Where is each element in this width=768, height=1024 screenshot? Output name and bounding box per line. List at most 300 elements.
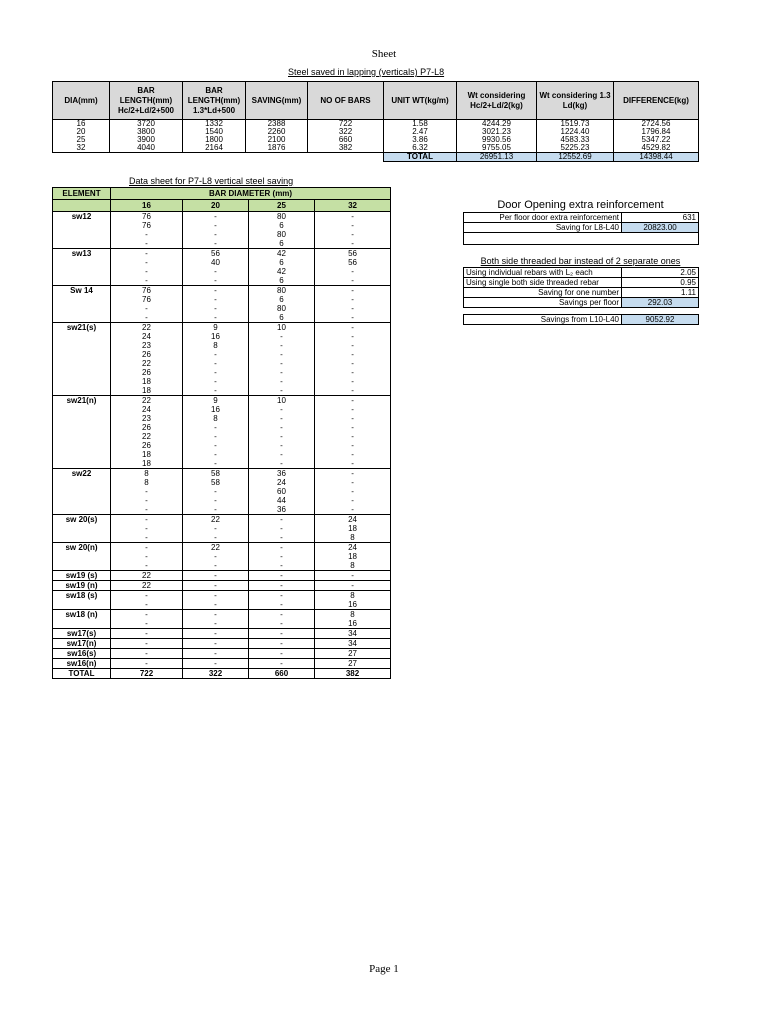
blank-cell: [464, 308, 622, 315]
value-cell: 34: [315, 629, 391, 639]
value-cell: 44: [249, 496, 315, 505]
value-cell: -: [315, 350, 391, 359]
summary-cell: 1876: [246, 144, 308, 153]
value-cell: -: [315, 441, 391, 450]
total-wt-2: 12552.69: [537, 153, 614, 162]
value-cell: -: [249, 423, 315, 432]
value-cell: -: [315, 423, 391, 432]
data-row: [53, 212, 391, 222]
data-total-20: 322: [183, 669, 249, 679]
value-cell: 23: [111, 341, 183, 350]
element-cell: sw 20(s): [53, 515, 111, 525]
data-row: [53, 286, 391, 296]
page-footer: Page 1: [369, 963, 399, 975]
value-cell: -: [315, 239, 391, 249]
summary-cell: 2.47: [384, 128, 457, 136]
value-cell: 8: [315, 561, 391, 571]
value-cell: -: [111, 552, 183, 561]
spacer-row: [464, 308, 699, 315]
data-row: [53, 304, 391, 313]
value-cell: 34: [315, 639, 391, 649]
element-cell: [53, 441, 111, 450]
value-cell: -: [249, 515, 315, 525]
value-cell: -: [111, 239, 183, 249]
value-cell: -: [183, 441, 249, 450]
value-cell: -: [315, 432, 391, 441]
value-cell: 22: [111, 396, 183, 406]
summary-cell: 1332: [183, 120, 246, 129]
total-difference: 14398.44: [614, 153, 699, 162]
data-row: [53, 258, 391, 267]
door-per-floor-row: [464, 213, 699, 223]
element-cell: sw18 (s): [53, 591, 111, 601]
data-row: [53, 515, 391, 525]
total-label: TOTAL: [384, 153, 457, 162]
value-cell: 18: [111, 377, 183, 386]
summary-cell: 2260: [246, 128, 308, 136]
value-cell: 18: [111, 450, 183, 459]
value-cell: 76: [111, 212, 183, 222]
data-row: [53, 386, 391, 396]
value-cell: -: [249, 386, 315, 396]
value-cell: -: [315, 313, 391, 323]
value-cell: -: [111, 619, 183, 629]
value-cell: 26: [111, 350, 183, 359]
blank-cell: [622, 308, 699, 315]
single-value: 0.95: [622, 278, 699, 288]
value-cell: -: [111, 639, 183, 649]
element-cell: [53, 359, 111, 368]
value-cell: -: [315, 230, 391, 239]
element-cell: [53, 423, 111, 432]
value-cell: 22: [111, 359, 183, 368]
value-cell: -: [315, 571, 391, 581]
value-cell: -: [249, 610, 315, 620]
element-cell: sw19 (s): [53, 571, 111, 581]
element-cell: [53, 561, 111, 571]
single-row: [464, 278, 699, 288]
value-cell: -: [249, 552, 315, 561]
summary-total-row: [53, 153, 699, 162]
value-cell: 26: [111, 423, 183, 432]
per-floor-value: 292.03: [622, 298, 699, 308]
diameter-row: [53, 200, 391, 212]
blank-cell: [308, 153, 384, 162]
value-cell: 22: [111, 571, 183, 581]
element-cell: [53, 350, 111, 359]
value-cell: -: [183, 432, 249, 441]
value-cell: 76: [111, 286, 183, 296]
summary-cell: 3720: [110, 120, 183, 129]
door-per-floor-label: Per floor door extra reinforcement: [464, 213, 622, 223]
value-cell: 76: [111, 221, 183, 230]
value-cell: 18: [111, 459, 183, 469]
value-cell: 16: [183, 332, 249, 341]
header-difference: DIFFERENCE(kg): [614, 82, 699, 120]
value-cell: 6: [249, 313, 315, 323]
summary-row: [53, 120, 699, 129]
value-cell: -: [249, 524, 315, 533]
data-total-label: TOTAL: [53, 669, 111, 679]
threaded-bar-title: Both side threaded bar instead of 2 separate ones: [480, 256, 681, 266]
data-sheet-table: [52, 187, 391, 679]
value-cell: -: [249, 600, 315, 610]
value-cell: -: [249, 629, 315, 639]
value-cell: -: [183, 450, 249, 459]
data-row: [53, 629, 391, 639]
data-row: [53, 359, 391, 368]
element-cell: [53, 313, 111, 323]
data-row: [53, 323, 391, 333]
data-row: [53, 496, 391, 505]
summary-cell: 322: [308, 128, 384, 136]
value-cell: -: [111, 313, 183, 323]
blank-cell: [622, 233, 699, 245]
element-cell: [53, 405, 111, 414]
summary-cell: 16: [53, 120, 110, 129]
element-cell: [53, 295, 111, 304]
value-cell: -: [111, 230, 183, 239]
value-cell: -: [183, 629, 249, 639]
summary-header-row: [53, 82, 699, 120]
data-row: [53, 505, 391, 515]
value-cell: -: [183, 423, 249, 432]
summary-cell: 2164: [183, 144, 246, 153]
value-cell: -: [249, 405, 315, 414]
door-opening-title: Door Opening extra reinforcement: [463, 199, 698, 213]
element-cell: [53, 619, 111, 629]
summary-cell: 382: [308, 144, 384, 153]
value-cell: 26: [111, 441, 183, 450]
value-cell: 40: [183, 258, 249, 267]
element-cell: [53, 459, 111, 469]
summary-cell: 1540: [183, 128, 246, 136]
value-cell: -: [315, 581, 391, 591]
value-cell: -: [249, 341, 315, 350]
value-cell: -: [315, 295, 391, 304]
header-bar-length-2: BAR LENGTH(mm) 1.3*Ld+500: [183, 82, 246, 120]
data-row: [53, 543, 391, 553]
value-cell: -: [315, 368, 391, 377]
value-cell: -: [315, 323, 391, 333]
value-cell: -: [183, 350, 249, 359]
value-cell: -: [111, 267, 183, 276]
value-cell: 18: [111, 386, 183, 396]
element-cell: [53, 239, 111, 249]
value-cell: -: [249, 659, 315, 669]
value-cell: -: [111, 543, 183, 553]
value-cell: -: [249, 377, 315, 386]
value-cell: 58: [183, 478, 249, 487]
header-wt-1: Wt considering Hc/2+Ld/2(kg): [457, 82, 537, 120]
value-cell: 27: [315, 659, 391, 669]
door-saving-row: [464, 223, 699, 233]
element-cell: [53, 368, 111, 377]
per-floor-label: Savings per floor: [464, 298, 622, 308]
value-cell: -: [315, 276, 391, 286]
element-cell: sw16(s): [53, 649, 111, 659]
value-cell: -: [111, 276, 183, 286]
value-cell: -: [183, 581, 249, 591]
data-total-25: 660: [249, 669, 315, 679]
value-cell: -: [183, 571, 249, 581]
value-cell: -: [183, 649, 249, 659]
value-cell: -: [249, 441, 315, 450]
element-cell: [53, 230, 111, 239]
element-cell: [53, 552, 111, 561]
data-total-row: [53, 669, 391, 679]
value-cell: -: [315, 505, 391, 515]
data-row: [53, 552, 391, 561]
summary-cell: 1796.84: [614, 128, 699, 136]
value-cell: 80: [249, 304, 315, 313]
summary-cell: 5225.23: [537, 144, 614, 153]
data-sheet-caption: Data sheet for P7-L8 vertical steel saving: [129, 176, 294, 186]
value-cell: 6: [249, 276, 315, 286]
value-cell: 16: [183, 405, 249, 414]
value-cell: -: [183, 459, 249, 469]
value-cell: -: [249, 649, 315, 659]
data-row: [53, 610, 391, 620]
blank-cell: [464, 233, 622, 245]
data-row: [53, 423, 391, 432]
data-row: [53, 524, 391, 533]
door-saving-label: Saving for L8-L40: [464, 223, 622, 233]
value-cell: 22: [183, 515, 249, 525]
value-cell: 9: [183, 323, 249, 333]
value-cell: -: [315, 496, 391, 505]
element-cell: [53, 524, 111, 533]
value-cell: -: [315, 478, 391, 487]
value-cell: -: [249, 639, 315, 649]
value-cell: 26: [111, 368, 183, 377]
summary-table: [52, 81, 699, 162]
element-cell: sw16(n): [53, 659, 111, 669]
summary-cell: 2100: [246, 136, 308, 144]
value-cell: -: [111, 629, 183, 639]
value-cell: -: [315, 341, 391, 350]
value-cell: -: [183, 239, 249, 249]
value-cell: 56: [315, 249, 391, 259]
data-row: [53, 396, 391, 406]
value-cell: 16: [315, 619, 391, 629]
value-cell: -: [249, 359, 315, 368]
value-cell: 22: [111, 432, 183, 441]
value-cell: -: [111, 533, 183, 543]
blank-cell: [246, 153, 308, 162]
element-cell: sw18 (n): [53, 610, 111, 620]
data-row: [53, 295, 391, 304]
summary-cell: 20: [53, 128, 110, 136]
summary-cell: 4583.33: [537, 136, 614, 144]
data-row: [53, 405, 391, 414]
header-wt-2: Wt considering 1.3 Ld(kg): [537, 82, 614, 120]
value-cell: -: [183, 377, 249, 386]
value-cell: -: [111, 515, 183, 525]
summary-cell: 9930.56: [457, 136, 537, 144]
value-cell: -: [183, 496, 249, 505]
value-cell: -: [183, 295, 249, 304]
door-saving-value: 20823.00: [622, 223, 699, 233]
value-cell: -: [183, 524, 249, 533]
value-cell: -: [111, 524, 183, 533]
element-cell: sw21(s): [53, 323, 111, 333]
bar-diameter-header: BAR DIAMETER (mm): [111, 188, 391, 200]
blank-cell: [110, 153, 183, 162]
value-cell: 24: [315, 543, 391, 553]
value-cell: 24: [249, 478, 315, 487]
element-cell: sw22: [53, 469, 111, 479]
value-cell: 8: [183, 341, 249, 350]
value-cell: -: [249, 459, 315, 469]
value-cell: 36: [249, 469, 315, 479]
value-cell: -: [183, 619, 249, 629]
value-cell: 76: [111, 295, 183, 304]
sheet-name: Sheet: [371, 48, 397, 60]
element-cell: [53, 600, 111, 610]
data-row: [53, 368, 391, 377]
diameter-25: 25: [249, 200, 315, 212]
value-cell: -: [183, 304, 249, 313]
data-row: [53, 600, 391, 610]
data-row: [53, 649, 391, 659]
header-bar-length-1: BAR LENGTH(mm) Hc/2+Ld/2+500: [110, 82, 183, 120]
value-cell: 6: [249, 239, 315, 249]
element-cell: sw17(n): [53, 639, 111, 649]
data-row: [53, 230, 391, 239]
element-header: ELEMENT: [53, 188, 111, 200]
value-cell: 23: [111, 414, 183, 423]
element-cell: [53, 341, 111, 350]
value-cell: -: [249, 581, 315, 591]
element-cell: [53, 221, 111, 230]
data-row: [53, 239, 391, 249]
value-cell: 80: [249, 286, 315, 296]
element-cell: [53, 276, 111, 286]
data-row: [53, 571, 391, 581]
value-cell: -: [183, 212, 249, 222]
value-cell: -: [183, 267, 249, 276]
value-cell: 80: [249, 230, 315, 239]
data-row: [53, 591, 391, 601]
value-cell: -: [315, 487, 391, 496]
value-cell: -: [183, 561, 249, 571]
value-cell: 80: [249, 212, 315, 222]
blank-cell: [53, 200, 111, 212]
diameter-32: 32: [315, 200, 391, 212]
element-cell: sw19 (n): [53, 581, 111, 591]
value-cell: 27: [315, 649, 391, 659]
value-cell: -: [315, 304, 391, 313]
value-cell: -: [249, 619, 315, 629]
summary-cell: 32: [53, 144, 110, 153]
value-cell: 8: [315, 533, 391, 543]
data-row: [53, 561, 391, 571]
summary-cell: 2724.56: [614, 120, 699, 129]
element-cell: sw12: [53, 212, 111, 222]
value-cell: 8: [183, 414, 249, 423]
value-cell: -: [111, 304, 183, 313]
summary-cell: 2388: [246, 120, 308, 129]
data-row: [53, 639, 391, 649]
data-row: [53, 377, 391, 386]
data-row: [53, 414, 391, 423]
value-cell: 6: [249, 258, 315, 267]
value-cell: -: [315, 359, 391, 368]
individual-value: 2.05: [622, 268, 699, 278]
value-cell: -: [315, 286, 391, 296]
value-cell: -: [111, 591, 183, 601]
header-unit-wt: UNIT WT(kg/m): [384, 82, 457, 120]
data-body: [53, 212, 391, 669]
summary-cell: 3021.23: [457, 128, 537, 136]
data-row: [53, 459, 391, 469]
data-header-row: [53, 188, 391, 200]
value-cell: 9: [183, 396, 249, 406]
diameter-16: 16: [111, 200, 183, 212]
data-row: [53, 533, 391, 543]
data-row: [53, 332, 391, 341]
value-cell: -: [249, 368, 315, 377]
summary-cell: 1224.40: [537, 128, 614, 136]
value-cell: 42: [249, 249, 315, 259]
summary-cell: 4040: [110, 144, 183, 153]
data-row: [53, 221, 391, 230]
value-cell: 60: [249, 487, 315, 496]
value-cell: -: [249, 591, 315, 601]
value-cell: 16: [315, 600, 391, 610]
threaded-bar-table: [463, 267, 699, 325]
value-cell: -: [183, 487, 249, 496]
summary-cell: 4529.82: [614, 144, 699, 153]
value-cell: -: [183, 591, 249, 601]
value-cell: -: [111, 610, 183, 620]
data-row: [53, 313, 391, 323]
data-row: [53, 341, 391, 350]
element-cell: sw 20(n): [53, 543, 111, 553]
element-cell: [53, 432, 111, 441]
value-cell: -: [249, 332, 315, 341]
value-cell: -: [249, 533, 315, 543]
single-label: Using single both side threaded rebar: [464, 278, 622, 288]
value-cell: 58: [183, 469, 249, 479]
value-cell: -: [111, 249, 183, 259]
value-cell: 10: [249, 323, 315, 333]
summary-cell: 1519.73: [537, 120, 614, 129]
value-cell: -: [315, 405, 391, 414]
value-cell: -: [315, 332, 391, 341]
value-cell: -: [183, 368, 249, 377]
one-number-label: Saving for one number: [464, 288, 622, 298]
element-cell: sw21(n): [53, 396, 111, 406]
summary-cell: 5347.22: [614, 136, 699, 144]
value-cell: -: [249, 350, 315, 359]
individual-row: [464, 268, 699, 278]
data-total-16: 722: [111, 669, 183, 679]
summary-row: [53, 144, 699, 153]
total-wt-1: 26951.13: [457, 153, 537, 162]
element-cell: sw13: [53, 249, 111, 259]
summary-cell: 6.32: [384, 144, 457, 153]
value-cell: -: [183, 610, 249, 620]
data-row: [53, 350, 391, 359]
blank-cell: [53, 153, 110, 162]
value-cell: 56: [315, 258, 391, 267]
value-cell: -: [183, 313, 249, 323]
value-cell: -: [249, 414, 315, 423]
element-cell: [53, 386, 111, 396]
value-cell: -: [315, 414, 391, 423]
